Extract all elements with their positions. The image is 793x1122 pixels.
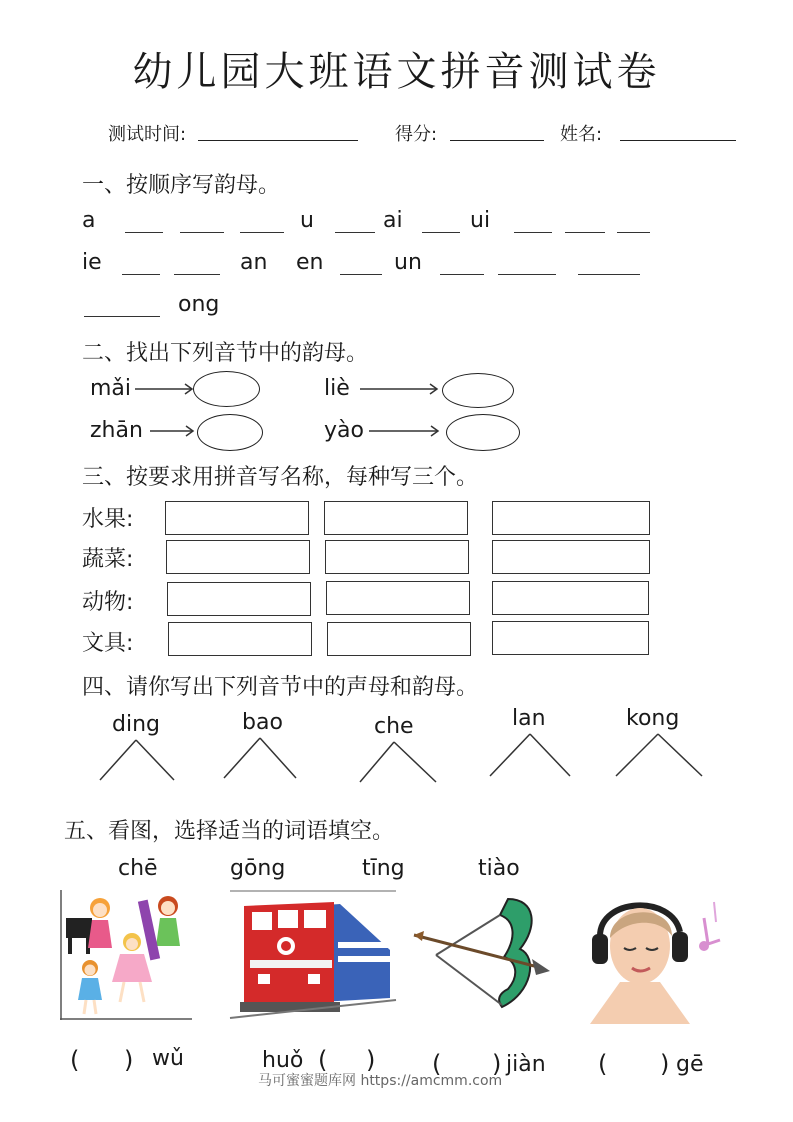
- syllable-lie: liè: [324, 376, 350, 401]
- option-tiao: tiào: [478, 856, 520, 881]
- split-lines: [614, 734, 704, 778]
- answer-ellipse[interactable]: [197, 414, 263, 451]
- footer-watermark: 马可蜜蜜题库网 https://amcmm.com: [258, 1073, 503, 1089]
- blank[interactable]: [498, 274, 556, 275]
- label-animal: 动物:: [82, 590, 134, 615]
- blank[interactable]: [125, 232, 163, 233]
- option-ting: tīng: [362, 856, 405, 881]
- label-vegetable: 蔬菜:: [82, 547, 134, 572]
- open-paren: (: [598, 1050, 608, 1078]
- blank[interactable]: [180, 232, 224, 233]
- arrow-icon: [135, 383, 195, 395]
- children-dancing-image: [60, 890, 192, 1020]
- bow-arrow-image: [412, 895, 552, 1015]
- syllable-bao: bao: [242, 710, 283, 735]
- arrow-icon: [360, 383, 440, 395]
- stationery-box-3[interactable]: [492, 621, 649, 655]
- section-2-heading: 二、找出下列音节中的韵母。: [82, 341, 369, 366]
- syllable-ding: ding: [112, 712, 160, 737]
- vegetable-box-3[interactable]: [492, 540, 650, 574]
- section-3-heading: 三、按要求用拼音写名称，每种写三个。: [82, 465, 479, 490]
- open-paren: (: [318, 1046, 328, 1074]
- answer-jian: jiàn: [506, 1052, 546, 1077]
- vowel-ui: ui: [470, 208, 491, 233]
- animal-box-2[interactable]: [326, 581, 470, 615]
- vowel-en: en: [296, 250, 324, 275]
- syllable-lan: lan: [512, 706, 546, 731]
- train-image: [230, 890, 396, 1022]
- label-fruit: 水果:: [82, 507, 134, 532]
- score-label: 得分:: [395, 124, 438, 145]
- fruit-box-1[interactable]: [165, 501, 309, 535]
- close-paren: ): [492, 1050, 502, 1078]
- answer-ellipse[interactable]: [446, 414, 520, 451]
- vowel-ai: ai: [383, 208, 403, 233]
- answer-ge: gē: [676, 1052, 704, 1077]
- blank[interactable]: [84, 316, 160, 317]
- score-field[interactable]: [450, 140, 544, 141]
- answer-huo: huǒ: [262, 1048, 304, 1073]
- close-paren: ): [660, 1050, 670, 1078]
- vowel-ong: ong: [178, 292, 220, 317]
- page-title: 幼儿园大班语文拼音测试卷: [132, 49, 661, 95]
- label-stationery: 文具:: [82, 631, 134, 656]
- blank[interactable]: [122, 274, 160, 275]
- fruit-box-2[interactable]: [324, 501, 468, 535]
- section-4-heading: 四、请你写出下列音节中的声母和韵母。: [82, 675, 479, 700]
- test-time-field[interactable]: [198, 140, 358, 141]
- animal-box-3[interactable]: [492, 581, 649, 615]
- blank[interactable]: [440, 274, 484, 275]
- open-paren: (: [432, 1050, 442, 1078]
- split-lines: [358, 742, 438, 784]
- answer-ellipse[interactable]: [442, 373, 514, 408]
- split-lines: [98, 740, 178, 782]
- blank[interactable]: [578, 274, 640, 275]
- option-gong: gōng: [230, 856, 286, 881]
- stationery-box-1[interactable]: [168, 622, 312, 656]
- answer-ellipse[interactable]: [193, 371, 260, 407]
- section-1-heading: 一、按顺序写韵母。: [82, 173, 281, 198]
- blank[interactable]: [617, 232, 650, 233]
- blank[interactable]: [514, 232, 552, 233]
- blank[interactable]: [340, 274, 382, 275]
- option-che: chē: [118, 856, 158, 881]
- vegetable-box-1[interactable]: [166, 540, 310, 574]
- split-lines: [222, 738, 298, 780]
- open-paren: (: [70, 1046, 80, 1074]
- syllable-mai: mǎi: [90, 376, 132, 401]
- stationery-box-2[interactable]: [327, 622, 471, 656]
- answer-wu: wǔ: [152, 1046, 184, 1071]
- blank[interactable]: [335, 232, 375, 233]
- vegetable-box-2[interactable]: [325, 540, 469, 574]
- woman-headphones-image: [580, 888, 728, 1024]
- vowel-a: a: [82, 208, 96, 233]
- name-label: 姓名:: [560, 124, 603, 145]
- section-5-heading: 五、看图，选择适当的词语填空。: [64, 819, 395, 844]
- arrow-icon: [369, 425, 441, 437]
- arrow-icon: [150, 425, 196, 437]
- vowel-ie: ie: [82, 250, 102, 275]
- blank[interactable]: [174, 274, 220, 275]
- name-field[interactable]: [620, 140, 736, 141]
- blank[interactable]: [422, 232, 460, 233]
- blank[interactable]: [240, 232, 284, 233]
- blank[interactable]: [565, 232, 605, 233]
- syllable-che: che: [374, 714, 414, 739]
- syllable-kong: kong: [626, 706, 680, 731]
- syllable-yao: yào: [324, 418, 364, 443]
- vowel-un: un: [394, 250, 422, 275]
- split-lines: [488, 734, 572, 778]
- syllable-zhan: zhān: [90, 418, 143, 443]
- close-paren: ): [366, 1046, 376, 1074]
- close-paren: ): [124, 1046, 134, 1074]
- test-time-label: 测试时间:: [108, 124, 187, 145]
- vowel-u: u: [300, 208, 314, 233]
- fruit-box-3[interactable]: [492, 501, 650, 535]
- vowel-an: an: [240, 250, 268, 275]
- animal-box-1[interactable]: [167, 582, 311, 616]
